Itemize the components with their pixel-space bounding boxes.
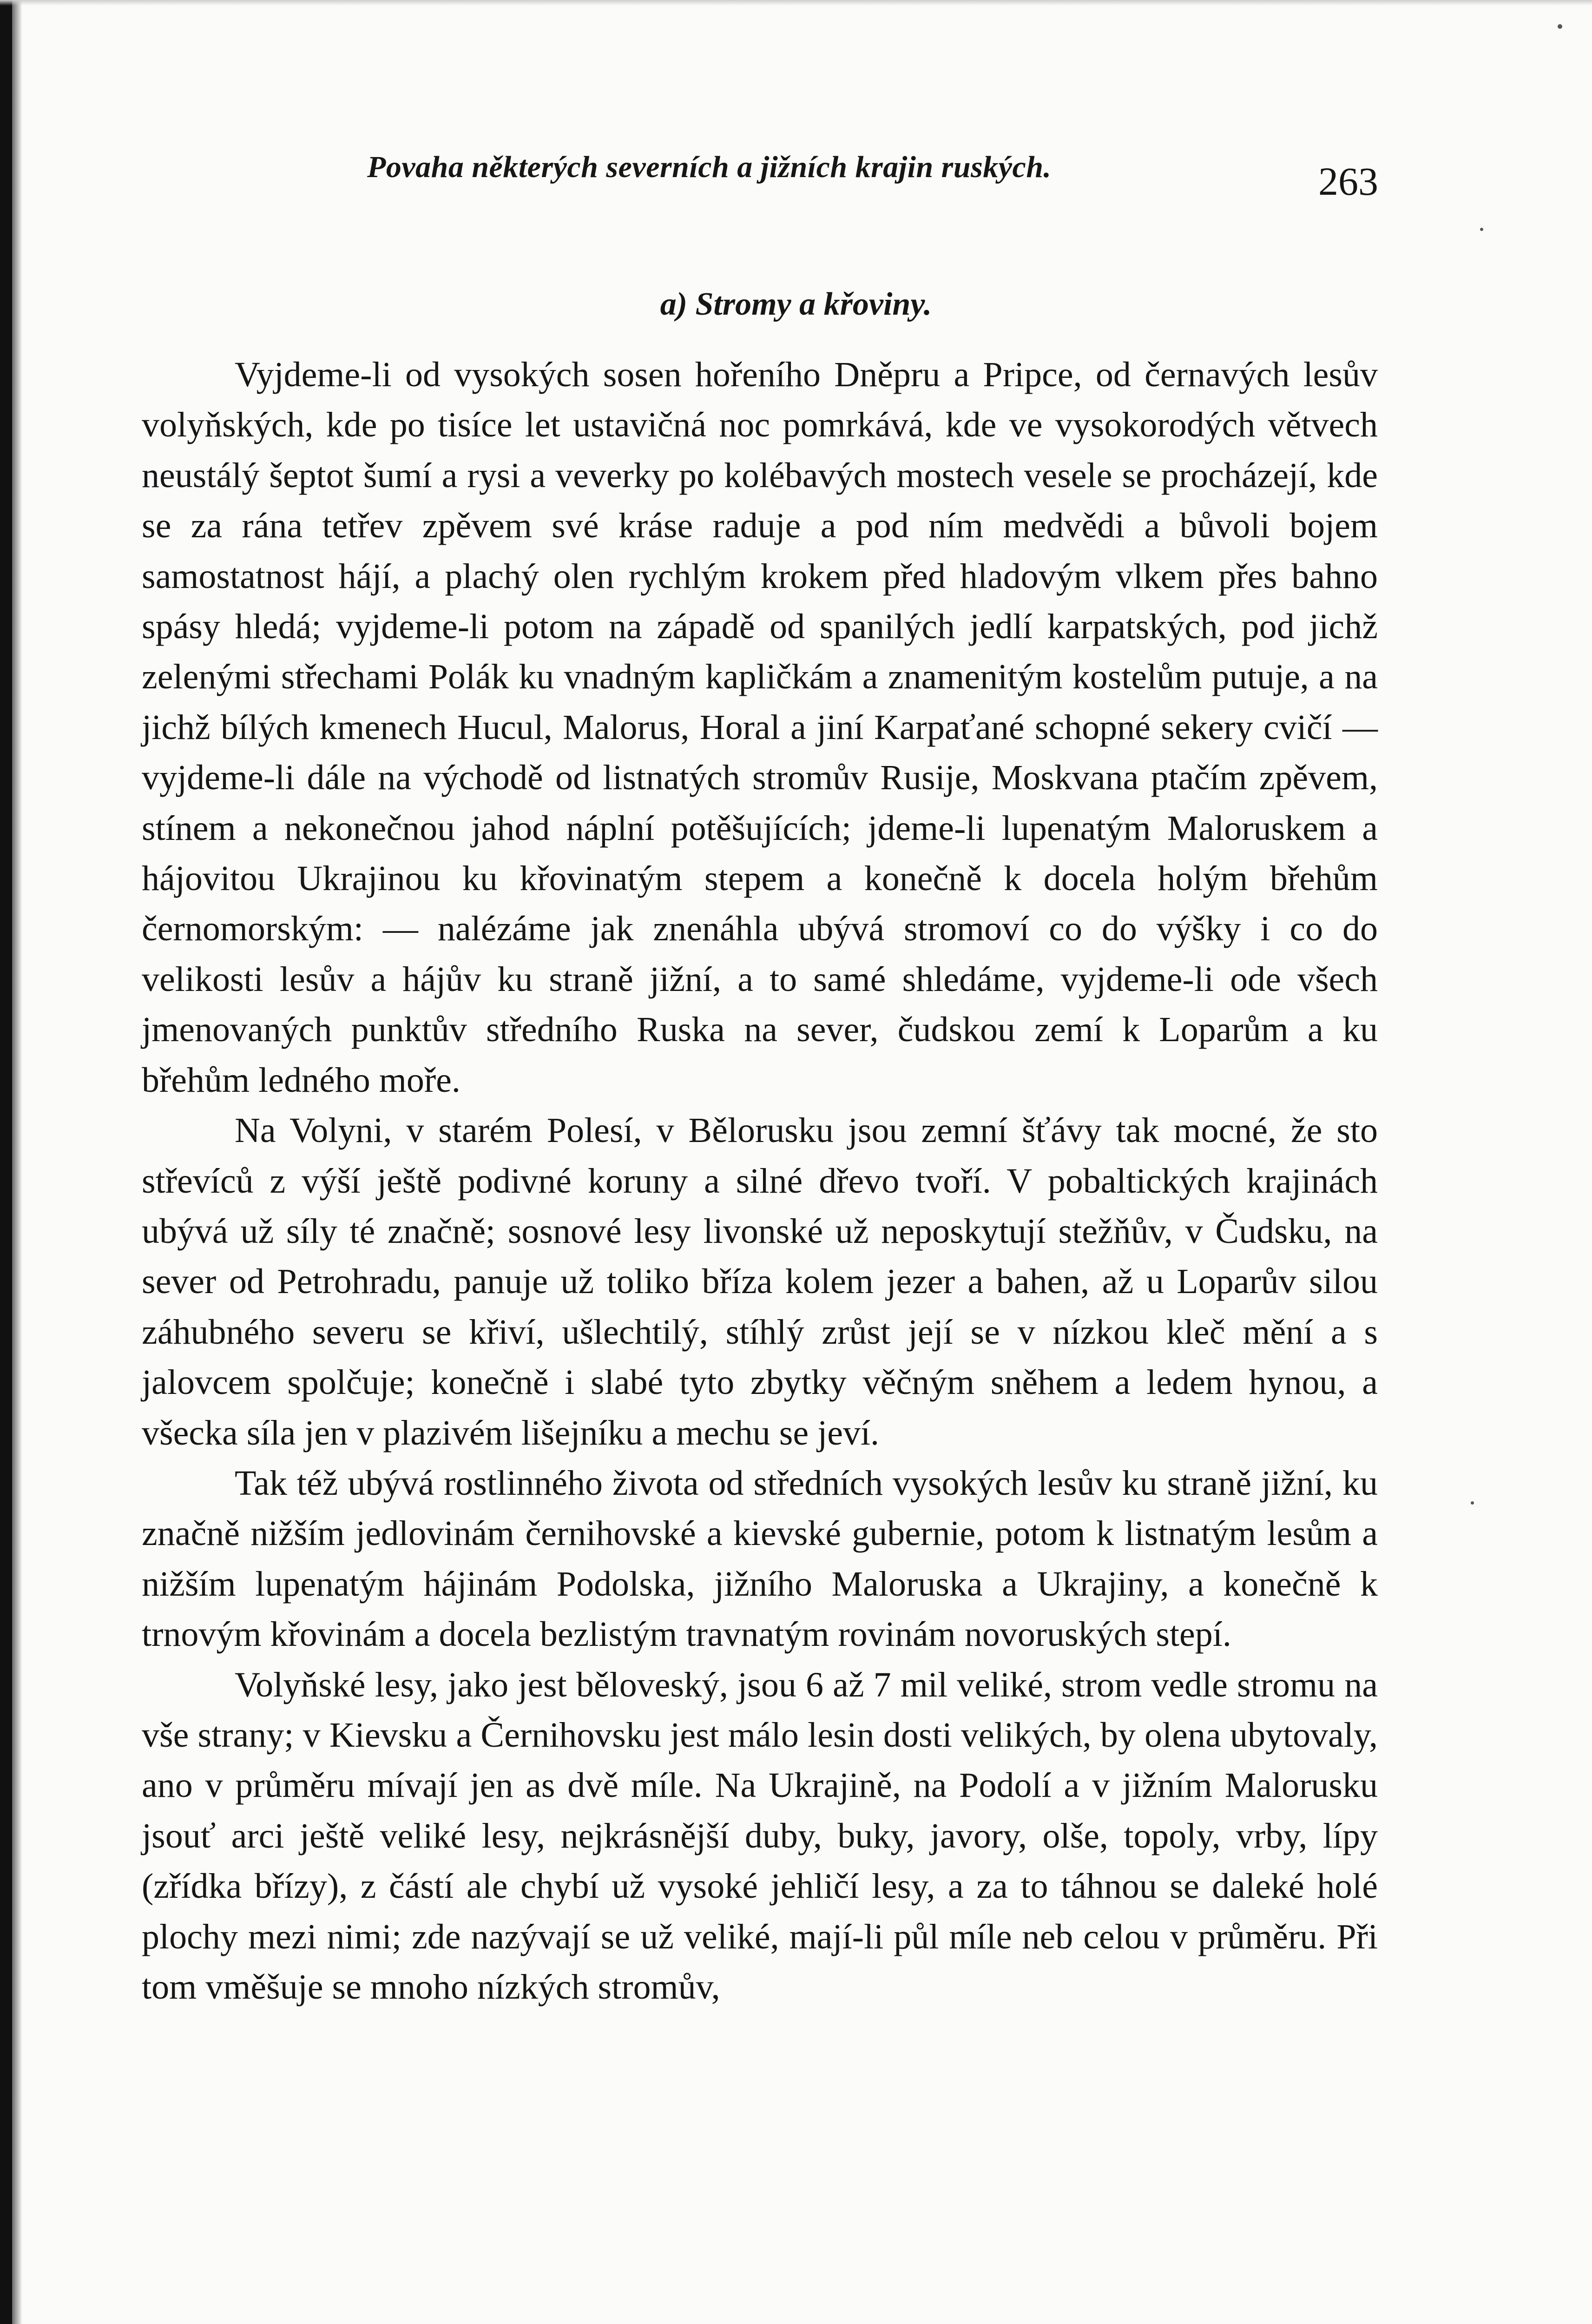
scan-binding-edge xyxy=(0,0,12,2324)
running-head: Povaha některých severních a jižních krajin ruských. xyxy=(367,150,1052,184)
section-title: a) Stromy a křoviny. xyxy=(660,286,932,322)
paragraph-volyn: Na Volyni, v starém Polesí, v Bělorusku jsou zemní šťávy tak mocné, že sto střevíců z výší ještě podivné koruny a silné dřevo tvoří. V pobaltických krajinách ubývá už síly té značně; sosnové lesy livonské už neposkytují stežňův, v Čudsku, na sever od Petrohradu, panuje už toliko bříza kolem jezer a bahen, až u Loparův silou záhubného severu se křiví, ušlechtilý, stíhlý zrůst její se v nízkou kleč mění a s jalovcem spolčuje; konečně i slabé tyto zbytky věčným sněhem a ledem hynou, a všecka síla jen v plazivém lišejníku a mechu se jeví. xyxy=(142,1111,1378,1452)
scan-speck xyxy=(1471,1501,1474,1505)
paragraph-trees-overview: Vyjdeme-li od vysokých sosen hořeního Dněpru a Pripce, od černavých lesův volyňských, kde po tisíce let ustavičná noc pomrkává, kde ve vysokorodých větvech neustálý šeptot šumí a rysi a veverky po kolébavých mostech vesele se procházejí, kde se za rána tetřev zpěvem své kráse raduje a pod ním medvědi a bůvoli bojem samostatnost hájí, a plachý olen rychlým krokem před hladovým vlkem přes bahno spásy hledá; vyjdeme-li potom na západě od spanilých jedlí karpatských, pod jichž zelenými střechami Polák ku vnadným kapličkám a znamenitým kostelům putuje, a na jichž bílých kmenech Hucul, Malorus, Horal a jiní Karpaťané schopné sekery cvičí — vyjdeme-li dále na východě od listnatých stromův Rusije, Moskvana ptačím zpěvem, stínem a nekonečnou jahod náplní potěšujících; jdeme-li lupenatým Maloruskem a hájovitou Ukrajinou ku křovinatým stepem a konečně k docela holým břehům černomorským: — nalézáme jak znenáhla ubývá stromoví co do výšky i co do velikosti lesův a hájův ku straně jižní, a to samé shledáme, vyjdeme-li ode všech jmenovaných punktův středního Ruska na sever, čudskou zemí k Loparům a ku břehům ledného moře. xyxy=(142,355,1378,1100)
scan-top-edge xyxy=(0,0,1592,6)
scan-speck xyxy=(1480,228,1483,231)
page-number: 263 xyxy=(1318,159,1378,204)
body-text xyxy=(142,350,1378,2012)
scan-speck xyxy=(1558,24,1562,29)
paragraph-volyn-forests: Volyňské lesy, jako jest běloveský, jsou 6 až 7 mil veliké, strom vedle stromu na vše strany; v Kievsku a Černihovsku jest málo lesin dosti velikých, by olena ubytovaly, ano v průměru mívají jen as dvě míle. Na Ukrajině, na Podolí a v jižním Malorusku jsouť arci ještě veliké lesy, nejkrásnější duby, buky, javory, olše, topoly, vrby, lípy (zřídka břízy), z částí ale chybí už vysoké jehličí lesy, a za to táhnou se daleké holé plochy mezi nimi; zde nazývají se už veliké, mají-li půl míle neb celou v průměru. Při tom vměšuje se mnoho nízkých stromův, xyxy=(142,1665,1378,2007)
scan-binding-shadow xyxy=(12,0,22,2324)
paragraph-south-decline: Tak též ubývá rostlinného života od středních vysokých lesův ku straně jižní, ku značně nižším jedlovinám černihovské a kievské gubernie, potom k listnatým lesům a nižším lupenatým hájinám Podolska, jižního Maloruska a Ukrajiny, a konečně k trnovým křovinám a docela bezlistým travnatým rovinám novoruských stepí. xyxy=(142,1463,1378,1654)
